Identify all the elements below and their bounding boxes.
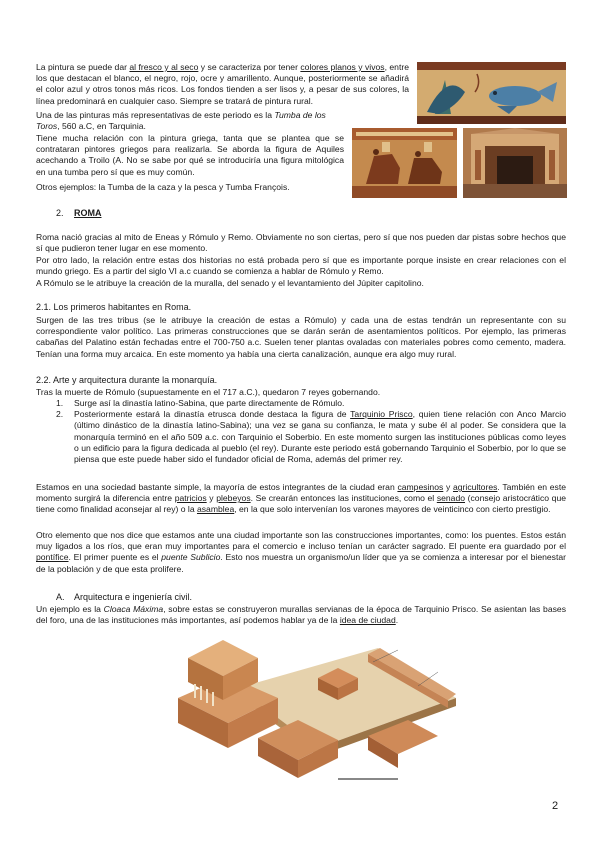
section-title-2-1: 2.1. Los primeros habitantes en Roma. <box>36 302 192 312</box>
subsection-title-architecture: Arquitectura e ingeniería civil. <box>74 592 193 602</box>
section-title-2-2: 2.2. Arte y arquitectura durante la monarquía. <box>36 375 218 385</box>
intro-paragraph-2: Una de las pinturas más representativas de este periodo es la Tumba de los Toros, 560 a.C, en Tarquinia. <box>36 110 326 132</box>
tomb-painting-horses-image <box>352 128 457 198</box>
subsection-letter: A. <box>56 592 65 602</box>
section-number: 2. <box>56 208 64 218</box>
forum-reconstruction-image <box>168 628 456 788</box>
intro-paragraph-3: Tiene mucha relación con la pintura griega, tanta que se plantea que se contrataran pintores griegos para realizarla. Se aborda la figura de Aquiles acechando a Troilo (A. No se sabe por qué se introduciría una figura mitológica en una tumba pero sí que es muy común. <box>36 133 344 177</box>
list-item: 1. Surge así la dinastía latino-Sabina, que parte directamente de Rómulo. <box>56 398 345 408</box>
section-2-2-paragraph-2: Estamos en una sociedad bastante simple, la mayoría de estos integrantes de la ciudad eran campesinos y agricultores. También en este momento surgirá la diferencia entre patricios y plebeyos. Se crearán entonces las instituciones, como el senado (consejo aristocrático que tiene como finalidad aconsejar al rey) o la asamblea, en la que solo intervenían los varones mayores de veinticinco con cierto prestigio. <box>36 482 566 515</box>
section-2-2-intro: Tras la muerte de Rómulo (supuestamente en el 717 a.C.), quedaron 7 reyes gobernando. <box>36 387 381 397</box>
dynasty-list <box>56 398 566 465</box>
section-title-roma: ROMA <box>74 208 102 218</box>
roma-paragraph-1: Roma nació gracias al mito de Eneas y Rómulo y Remo. Obviamente no son ciertas, pero sí que nos pueden dar pistas sobre hechos que sí que pudieron tener lugar en ese momento. <box>36 232 566 254</box>
section-2-1-paragraph: Surgen de las tres tribus (se le atribuye la creación de estas a Rómulo) y cada una de estas tendrán un representante con su correspondiente valor político. Las primeras construcciones que se darán serán de asentamientos políticos. Por ejemplo, las primeras cabañas del Palatino están fechadas entre el 700-750 a.c. Suelen tener plantas ovaladas con materiales pobres como cemento, madera. Tenían una forma muy arcaica. En este momento ya había una cierta canalización, aunque era algo muy rural. <box>36 315 566 359</box>
list-item: 2. Posteriormente estará la dinastía etrusca donde destaca la figura de Tarquinio Prisco, quien tiene relación con Anco Marcio (último dinástico de la dinastía latino-Sabina); una vez se gana su confianza, le mata y sube él al poder. Se considera que la monarquía terminó en el año 509 a.c. con Tarquinio el Soberbio. En este momento surgen las instituciones públicas como leyes o un edificio para la figura dedicada al pueblo (el rey). Durante este periodo está gobernando Tarquinio el Soberbio, por lo que se piensa que este puede haber sido el fundador oficial de Roma, además del primer rey. <box>56 409 566 465</box>
roma-paragraph-2: Por otro lado, la relación entre estas dos historias no está probada pero sí que es importante porque insiste en crear relaciones con el mundo griego. Es a partir del siglo VI a.c cuando se comienza a hablar de Rómulo y Remo. <box>36 255 566 277</box>
intro-paragraph-1: La pintura se puede dar al fresco y al seco y se caracteriza por tener colores planos y vivos, entre los que destacan el blanco, el negro, rojo, ocre y amarillento. Aunque, posteriormente se añadirá el color azul y otros tonos más ricos. Los fondos tienden a ser lisos y, a pesar de sus colores, la línea predominará en cualquier caso. Siempre se tratará de pintura rural. <box>36 62 409 106</box>
architecture-paragraph: Un ejemplo es la Cloaca Máxima, sobre estas se construyeron murallas servianas de la época de Tarquinio Prisco. Se asientan las bases del foro, una de las instituciones más importantes, así podemos hablar ya de la idea de ciudad. <box>36 604 566 626</box>
page-number: 2 <box>552 800 559 812</box>
roma-paragraph-3: A Rómulo se le atribuye la creación de la muralla, del senado y el levantamiento del Júpiter capitolino. <box>36 278 424 288</box>
intro-paragraph-4: Otros ejemplos: la Tumba de la caza y la pesca y Tumba François. <box>36 182 290 192</box>
tomb-interior-image <box>463 128 567 198</box>
tomb-of-bulls-image <box>417 62 566 124</box>
section-2-2-paragraph-3: Otro elemento que nos dice que estamos ante una ciudad importante son las construcciones importantes, como: los puentes. Estos están muy ligados a los ríos, que eran muy importantes para el comercio e incluso tenían un carácter sagrado. El puente era guardado por el pontífice. El primer puente es el puente Sublicio. Esto nos muestra un organismo/un líder que ya se comienza a interesar por el bienestar de la población y de que esta prolifere. <box>36 530 566 574</box>
